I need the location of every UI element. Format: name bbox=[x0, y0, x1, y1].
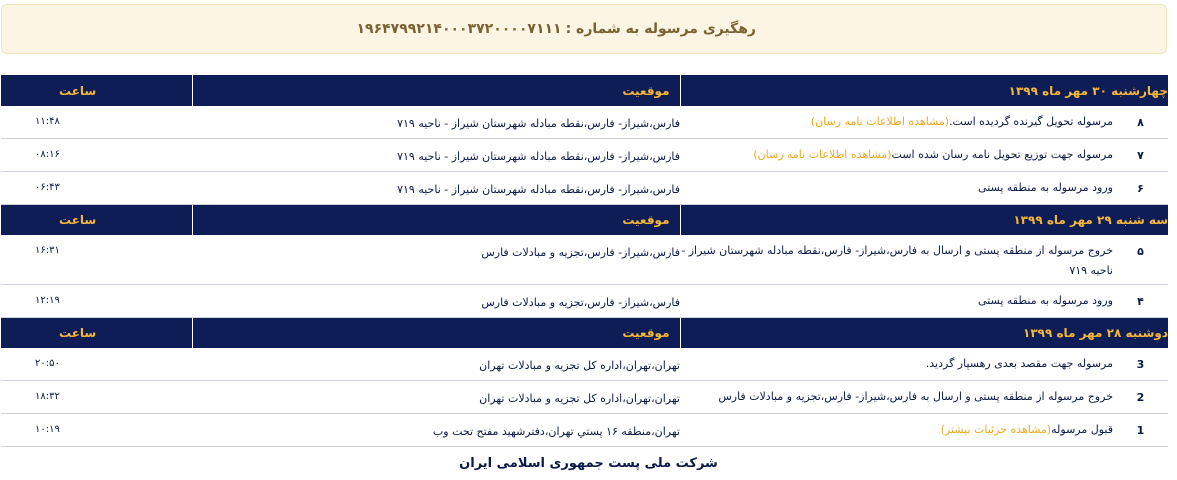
date-header-row bbox=[1, 318, 1168, 349]
footer-company-name: شرکت ملی پست جمهوری اسلامی ایران bbox=[459, 456, 718, 471]
event-description-cell bbox=[680, 414, 1168, 447]
view-postman-info-link[interactable]: (مشاهده اطلاعات نامه رسان) bbox=[753, 148, 892, 161]
event-row bbox=[1, 235, 1168, 285]
event-text: مرسوله جهت توزیع تحویل نامه رسان شده است bbox=[891, 148, 1113, 161]
event-location: تهران،تهران،اداره کل تجزیه و مبادلات تهران bbox=[192, 348, 680, 381]
location-header: موقعیت bbox=[192, 205, 680, 236]
event-location: فارس،شیراز- فارس،تجزیه و مبادلات فارس bbox=[192, 285, 680, 318]
event-text: مرسوله جهت مقصد بعدی رهسپار گردید. bbox=[925, 357, 1113, 370]
time-header: ساعت bbox=[1, 205, 192, 236]
event-index: ۸ bbox=[1137, 116, 1144, 129]
event-time: ۱۸:۳۲ bbox=[1, 381, 192, 414]
event-row bbox=[1, 285, 1168, 318]
tracking-number: ۱۹۶۴۷۹۹۲۱۴۰۰۰۳۷۲۰۰۰۰۷۱۱۱ bbox=[356, 21, 562, 37]
time-header: ساعت bbox=[1, 76, 192, 107]
event-time: ۰۸:۱۶ bbox=[1, 139, 192, 172]
event-text: ورود مرسوله به منطقه پستی bbox=[978, 181, 1113, 194]
event-text: ورود مرسوله به منطقه پستی bbox=[978, 294, 1113, 307]
event-description-cell bbox=[680, 172, 1168, 205]
event-location: فارس،شیراز- فارس،نقطه مبادله شهرستان شیراز - ناحیه ۷۱۹ bbox=[192, 139, 680, 172]
event-index: ۶ bbox=[1137, 182, 1144, 195]
event-description-cell bbox=[680, 235, 1168, 285]
event-row bbox=[1, 348, 1168, 381]
date-header: دوشنبه ۲۸ مهر ماه ۱۳۹۹ bbox=[680, 318, 1168, 349]
event-description-cell bbox=[680, 381, 1168, 414]
event-row bbox=[1, 139, 1168, 172]
event-text: مرسوله تحویل گیرنده گردیده است. bbox=[949, 115, 1113, 128]
date-header-row bbox=[1, 205, 1168, 236]
view-postman-info-link[interactable]: (مشاهده اطلاعات نامه رسان) bbox=[810, 115, 950, 128]
date-header: سه شنبه ۲۹ مهر ماه ۱۳۹۹ bbox=[680, 205, 1168, 236]
event-row bbox=[1, 381, 1168, 414]
event-time: ۱۱:۴۸ bbox=[1, 106, 192, 139]
date-header: چهارشنبه ۳۰ مهر ماه ۱۳۹۹ bbox=[680, 76, 1168, 107]
location-header: موقعیت bbox=[192, 76, 680, 107]
date-header-row bbox=[1, 76, 1168, 107]
event-time: ۰۶:۴۳ bbox=[1, 172, 192, 205]
event-row bbox=[1, 172, 1168, 205]
event-location: فارس،شیراز- فارس،تجزیه و مبادلات فارس bbox=[192, 235, 680, 285]
event-location: فارس،شیراز- فارس،نقطه مبادله شهرستان شیراز - ناحیه ۷۱۹ bbox=[192, 172, 680, 205]
event-description-cell bbox=[680, 139, 1168, 172]
event-index: ۵ bbox=[1137, 245, 1144, 258]
event-description-cell bbox=[680, 106, 1168, 139]
event-text: خروج مرسوله از منطقه پستی و ارسال به فارس،شیراز- فارس،نقطه مبادله شهرستان شیراز - ناحیه ۷۱۹ bbox=[681, 244, 1113, 277]
event-time: ۱۶:۳۱ bbox=[1, 235, 192, 285]
view-more-details-link[interactable]: (مشاهده جزئیات بیشتر) bbox=[940, 423, 1052, 436]
tracking-label: رهگیری مرسوله به شماره : bbox=[565, 21, 756, 37]
event-time: ۲۰:۵۰ bbox=[1, 348, 192, 381]
event-row bbox=[1, 106, 1168, 139]
event-index: 3 bbox=[1136, 358, 1145, 371]
event-description-cell bbox=[680, 285, 1168, 318]
event-location: فارس،شیراز- فارس،نقطه مبادله شهرستان شیراز - ناحیه ۷۱۹ bbox=[192, 106, 680, 139]
event-time: ۱۲:۱۹ bbox=[1, 285, 192, 318]
event-location: تهران،منطقه ۱۶ پستي تهران،دفترشهید مفتح تحت وب bbox=[192, 414, 680, 447]
event-row bbox=[1, 414, 1168, 447]
event-index: ۷ bbox=[1137, 149, 1144, 162]
location-header: موقعیت bbox=[192, 318, 680, 349]
event-text: قبول مرسوله bbox=[1051, 423, 1113, 436]
event-location: تهران،تهران،اداره کل تجزیه و مبادلات تهران bbox=[192, 381, 680, 414]
event-text: خروج مرسوله از منطقه پستی و ارسال به فارس،شیراز- فارس،تجزیه و مبادلات فارس bbox=[718, 390, 1113, 403]
event-index: ۴ bbox=[1137, 295, 1144, 308]
event-time: ۱۰:۱۹ bbox=[1, 414, 192, 447]
event-description-cell bbox=[680, 348, 1168, 381]
event-index: 1 bbox=[1136, 424, 1145, 437]
tracking-banner bbox=[1, 4, 1167, 54]
tracking-table bbox=[1, 75, 1168, 447]
time-header: ساعت bbox=[1, 318, 192, 349]
event-index: 2 bbox=[1136, 391, 1145, 404]
